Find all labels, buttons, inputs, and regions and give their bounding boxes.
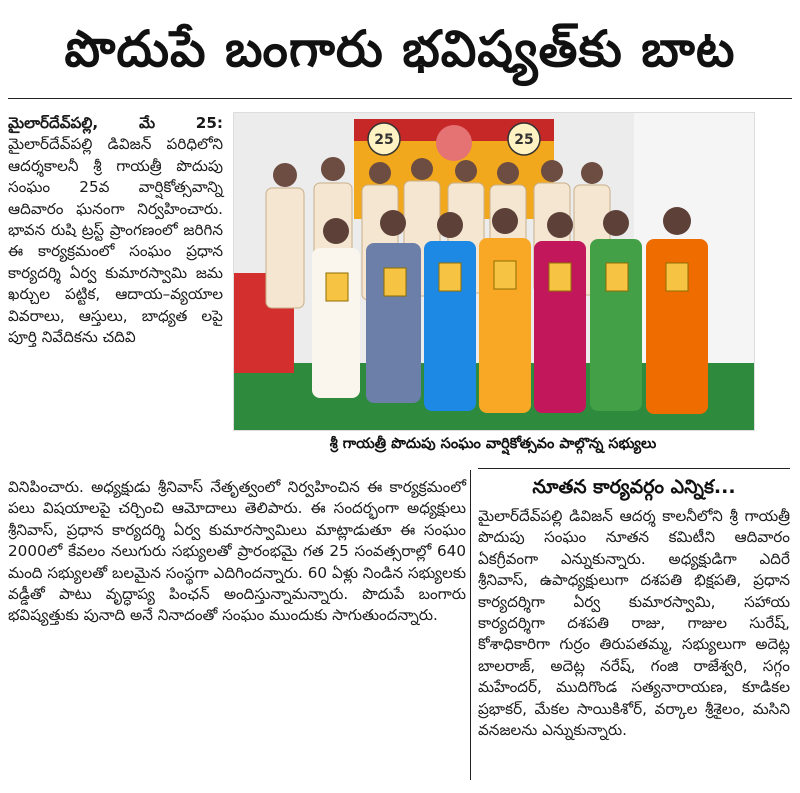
article-continuation: వినిపించారు. అధ్యక్షుడు శ్రీనివాస్ నేతృత్వంలో నిర్వహించిన ఈ కార్యక్రమంలో పలు విషయాలపై చర్చించి ఆమోదాలు తెలిపారు. ఈ సందర్భంగా అధ్యక్షులు శ్రీనివాస్, ప్రధాన కార్యదర్శి ఏర్వ కుమారస్వామిలు మాట్లాడుతూ ఈ సంఘం 2000లో కేవలం నలుగురు సభ్యులతో ప్రారంభమై గత 25 సంవత్సరాల్లో 640 మంది సభ్యులతో బలమైన సంస్థగా ఎదిగిందన్నారు. 60 ఏళ్లు నిండిన సభ్యులకు వడ్డీతో పాటు వృద్ధాప్య పింఛన్ అందిస్తున్నామన్నారు. పొదుపే బంగారు భవిష్యత్తుకు పునాది అనే నినాదంతో సంఘం ముందుకు సాగుతుందన్నారు. — [8, 478, 466, 625]
banner-number-left: 25 — [374, 132, 394, 148]
dateline: మైలార్‌దేవ్‌పల్లి, మే 25: — [8, 114, 223, 132]
intro-body: మైలార్‌దేవ్‌పల్లి డివిజన్ పరిధిలోని ఆదర్శకాలనీ శ్రీ గాయత్రీ పొదుపు సంఘం 25వ వార్షికోత్సవాన్ని ఆదివారం ఘనంగా నిర్వహించారు. భావన రుషి ట్రస్ట్ ప్రాంగణంలో జరిగిన ఈ కార్యక్రమంలో సంఘం ప్రధాన కార్యదర్శి ఏర్వ కుమారస్వామి జమ ఖర్చుల పట్టిక, ఆదాయ–వ్యయాల వివరాలు, ఆస్తులు, బాధ్యత లపై పూర్తి నివేదికను చదివి — [8, 135, 223, 347]
banner-number-right: 25 — [514, 132, 534, 148]
headline-rule — [8, 98, 792, 99]
committee-text: మైలార్‌దేవ్‌పల్లి డివిజన్ ఆదర్శ కాలనీలోని శ్రీ గాయత్రీ పొదుపు సంఘం నూతన కమిటీని ఆదివారం ఏకగ్రీవంగా ఎన్నుకున్నారు. అధ్యక్షుడిగా ఎదిరే శ్రీనివాస్, ఉపాధ్యక్షులుగా దశపతి భిక్షపతి, ప్రధాన కార్యదర్శిగా ఏర్వ కుమారస్వామి, సహాయ కార్యదర్శిగా దశపతి రాజు, గాజుల సురేష్, కోశాధికారిగా గుర్రం తిరుపతమ్మ, సభ్యులుగా అదెట్ల బాలరాజ్, అదెట్ల నరేష్, గంజి రాజేశ్వరి, సగ్గం మహేందర్, ముదిగొండ సత్యనారాయణ, కూడికల ప్రభాకర్, మేకల సాయికిశోర్, వర్కాల శ్రీశైలం, మసిని వనజలను ఎన్నుకున్నారు. — [478, 507, 790, 740]
group-photo — [233, 112, 755, 431]
sub-headline: నూతన కార్యవర్గం ఎన్నిక... — [532, 476, 736, 498]
photo-caption: శ్రీ గాయత్రీ పొదుపు సంఘం వార్షికోత్సవం పాల్గొన్న సభ్యులు — [329, 436, 657, 452]
subhead-rule — [478, 468, 790, 469]
column-divider — [470, 470, 471, 780]
article-intro — [8, 113, 223, 348]
group-photo-drawing — [234, 113, 754, 430]
headline: పొదుపే బంగారు భవిష్యత్‌కు బాట — [64, 20, 736, 78]
